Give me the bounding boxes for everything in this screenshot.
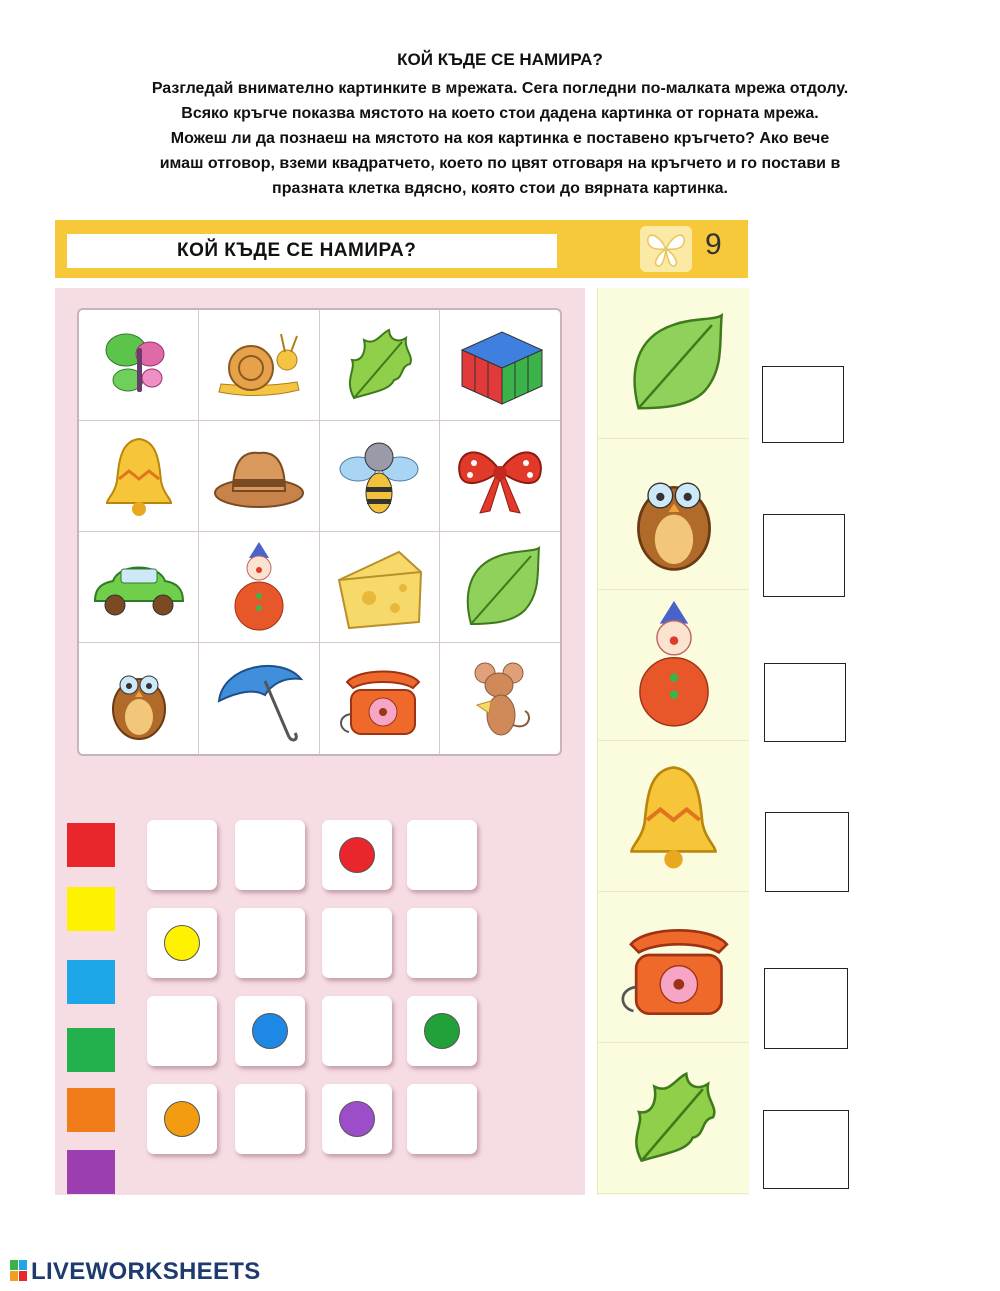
- dot: [339, 837, 375, 873]
- dot-cell: [235, 996, 305, 1066]
- butterfly-icon: [79, 310, 199, 421]
- bow-icon: [440, 421, 560, 532]
- sheet-header: [55, 220, 748, 278]
- car-icon: [79, 532, 199, 643]
- worksheet-sheet: [55, 220, 748, 1195]
- telephone-icon: [598, 892, 749, 1043]
- mouse-icon: [440, 643, 560, 754]
- swatch-blue[interactable]: [67, 960, 115, 1004]
- dot-cell: [235, 820, 305, 890]
- liveworksheets-icon: [10, 1260, 28, 1282]
- umbrella-icon: [199, 643, 319, 754]
- dot-cell: [147, 820, 217, 890]
- swatch-red[interactable]: [67, 823, 115, 867]
- clown-toy-icon: [199, 532, 319, 643]
- answer-box-2[interactable]: [763, 514, 845, 597]
- page-title: КОЙ КЪДЕ СЕ НАМИРА?: [397, 50, 603, 69]
- dot: [252, 1013, 288, 1049]
- dot: [164, 925, 200, 961]
- instruction-line: Можеш ли да познаеш на мястото на коя картинка е поставено кръгчето? Ако вече: [170, 130, 830, 147]
- swatch-green[interactable]: [67, 1028, 115, 1072]
- page-number: 9: [705, 228, 722, 261]
- answer-box-4[interactable]: [765, 812, 849, 892]
- swatch-orange[interactable]: [67, 1088, 115, 1132]
- dot: [164, 1101, 200, 1137]
- answer-box-1[interactable]: [762, 366, 844, 443]
- dot: [339, 1101, 375, 1137]
- oak-leaf-icon: [598, 1043, 749, 1194]
- linden-leaf-icon: [598, 288, 749, 439]
- dot: [424, 1013, 460, 1049]
- owl-icon: [79, 643, 199, 754]
- dot-cell: [322, 820, 392, 890]
- dot-cell: [322, 1084, 392, 1154]
- instruction-line: имаш отговор, вземи квадратчето, което по цвят отговаря на кръгчето и го постави в: [159, 155, 841, 172]
- linden-leaf-icon: [440, 532, 560, 643]
- hat-icon: [199, 421, 319, 532]
- butterfly-icon: [640, 226, 692, 272]
- instruction-line: Всяко кръгче показва мястото на което стои дадена картинка от горната мрежа.: [181, 105, 819, 122]
- answer-box-5[interactable]: [764, 968, 848, 1049]
- picture-grid: [77, 308, 562, 756]
- swatch-yellow[interactable]: [67, 887, 115, 931]
- sheet-title: КОЙ КЪДЕ СЕ НАМИРА?: [67, 234, 557, 268]
- dot-grid: [147, 820, 482, 1165]
- telephone-icon: [320, 643, 440, 754]
- dot-cell: [322, 996, 392, 1066]
- swatch-purple[interactable]: [67, 1150, 115, 1194]
- snail-icon: [199, 310, 319, 421]
- answer-box-3[interactable]: [764, 663, 846, 742]
- dot-cell: [407, 996, 477, 1066]
- rubik-cube-icon: [440, 310, 560, 421]
- side-picture-strip: [597, 288, 749, 1195]
- owl-icon: [598, 439, 749, 590]
- clown-toy-icon: [598, 590, 749, 741]
- dot-cell: [147, 1084, 217, 1154]
- oak-leaf-icon: [320, 310, 440, 421]
- liveworksheets-logo: [10, 1258, 261, 1286]
- instruction-line: празната клетка вдясно, която стои до вярната картинка.: [272, 180, 728, 197]
- bee-icon: [320, 421, 440, 532]
- bell-icon: [598, 741, 749, 892]
- cheese-icon: [320, 532, 440, 643]
- dot-cell: [147, 996, 217, 1066]
- answer-box-6[interactable]: [763, 1110, 849, 1189]
- dot-cell: [235, 908, 305, 978]
- instructions: [30, 76, 970, 201]
- dot-cell: [407, 908, 477, 978]
- dot-cell: [147, 908, 217, 978]
- dot-cell: [235, 1084, 305, 1154]
- bell-icon: [79, 421, 199, 532]
- dot-cell: [322, 908, 392, 978]
- brand-text: LIVEWORKSHEETS: [31, 1258, 261, 1285]
- dot-cell: [407, 820, 477, 890]
- instruction-line: Разгледай внимателно картинките в мрежата. Сега погледни по-малката мрежа отдолу.: [151, 80, 849, 97]
- dot-cell: [407, 1084, 477, 1154]
